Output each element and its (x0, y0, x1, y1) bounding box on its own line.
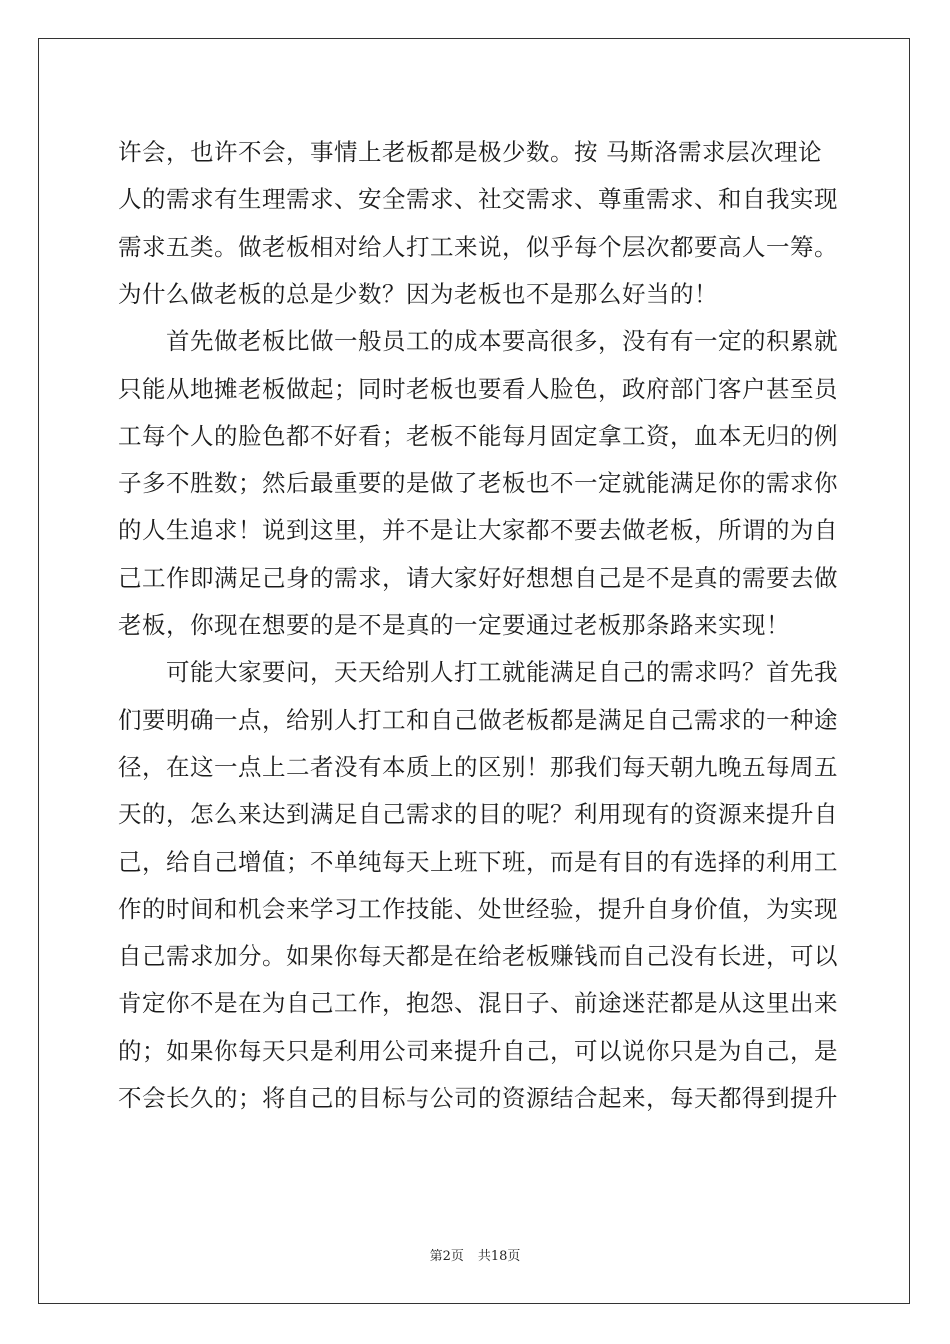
text-line: 的；如果你每天只是利用公司来提升自己，可以说你只是为自己，是 (118, 1036, 838, 1065)
text-line: 们要明确一点，给别人打工和自己做老板都是满足自己需求的一种途 (118, 705, 838, 734)
paragraph-start-line: 可能大家要问，天天给别人打工就能满足自己的需求吗？首先我 (118, 658, 838, 687)
text-line: 作的时间和机会来学习工作技能、处世经验，提升自身价值，为实现 (118, 894, 838, 923)
text-line: 为什么做老板的总是少数？因为老板也不是那么好当的！ (118, 279, 718, 308)
text-line: 子多不胜数；然后最重要的是做了老板也不一定就能满足你的需求你 (118, 469, 838, 498)
text-line: 老板，你现在想要的是不是真的一定要通过老板那条路来实现！ (118, 611, 790, 639)
text-line: 不会长久的；将自己的目标与公司的资源结合起来，每天都得到提升 (118, 1084, 838, 1112)
page-footer (0, 1245, 950, 1264)
paragraph-start-line: 首先做老板比做一般员工的成本要高很多，没有有一定的积累就 (118, 327, 838, 356)
text-line: 的人生追求！说到这里，并不是让大家都不要去做老板，所谓的为自 (118, 516, 838, 545)
text-line: 需求五类。做老板相对给人打工来说，似乎每个层次都要高人一筹。 (118, 232, 838, 261)
text-line: 人的需求有生理需求、安全需求、社交需求、尊重需求、和自我实现 (118, 185, 838, 214)
text-line: 天的，怎么来达到满足自己需求的目的呢？利用现有的资源来提升自 (118, 800, 838, 829)
text-line: 己工作即满足己身的需求，请大家好好想想自己是不是真的需要去做 (118, 563, 838, 592)
text-line: 许会，也许不会，事情上老板都是极少数。按 马斯洛需求层次理论 (118, 138, 822, 166)
text-line: 径，在这一点上二者没有本质上的区别！那我们每天朝九晚五每周五 (118, 752, 838, 781)
text-line: 只能从地摊老板做起；同时老板也要看人脸色，政府部门客户甚至员 (118, 374, 838, 403)
text-line: 自己需求加分。如果你每天都是在给老板赚钱而自己没有长进，可以 (118, 942, 838, 971)
text-line: 肯定你不是在为自己工作，抱怨、混日子、前途迷茫都是从这里出来 (118, 989, 838, 1018)
text-line: 己，给自己增值；不单纯每天上班下班，而是有目的有选择的利用工 (118, 847, 838, 876)
text-line: 工每个人的脸色都不好看；老板不能每月固定拿工资，血本无归的例 (118, 421, 838, 450)
page-number: 第2页 (429, 1249, 464, 1264)
page-total: 共18页 (477, 1249, 521, 1264)
